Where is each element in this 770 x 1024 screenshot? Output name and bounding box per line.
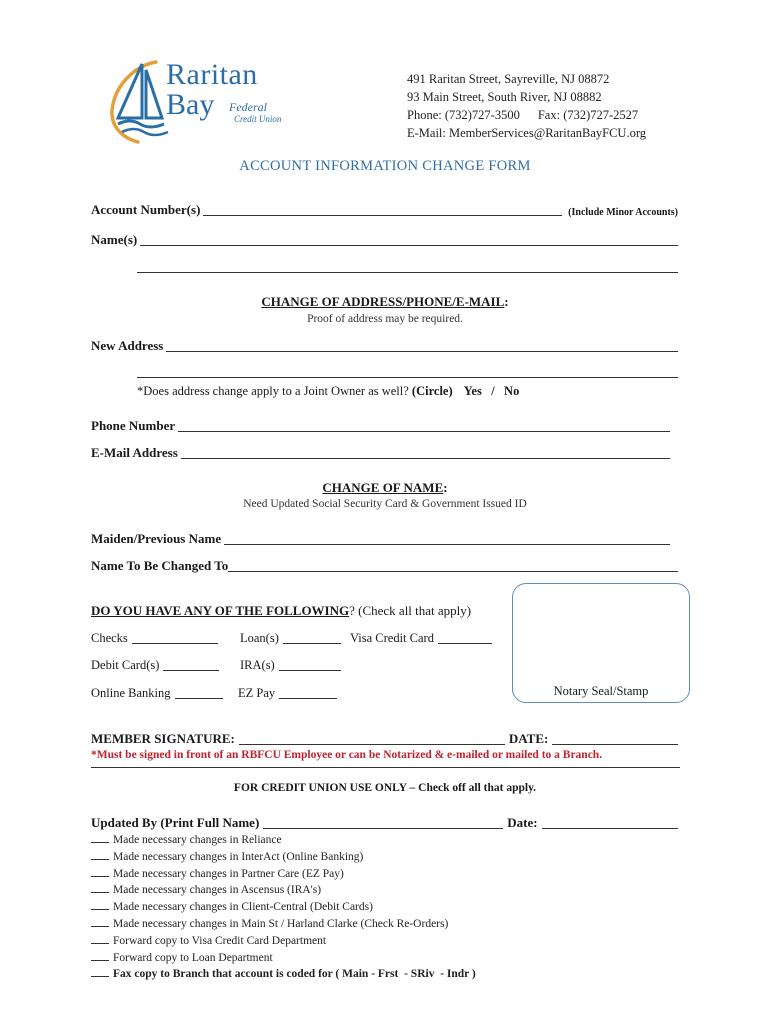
- task-blank[interactable]: [91, 882, 109, 893]
- new-address-field-2[interactable]: [137, 365, 678, 380]
- name-heading-colon: :: [443, 480, 448, 495]
- names-label: Name(s): [91, 232, 138, 247]
- ezpay-line[interactable]: [279, 686, 337, 699]
- raritan-bay-logo: [104, 56, 304, 146]
- signature-date-label: DATE:: [508, 731, 549, 746]
- updated-date-line[interactable]: [542, 816, 678, 829]
- logo-word-raritan: Raritan: [166, 58, 258, 91]
- signature-date-line[interactable]: [552, 732, 678, 745]
- debit-label: Debit Card(s): [91, 658, 160, 672]
- new-address-label: New Address: [91, 338, 164, 353]
- maiden-name-line[interactable]: [224, 532, 670, 545]
- task-label: Made necessary changes in Reliance: [113, 834, 282, 846]
- online-banking-label: Online Banking: [91, 686, 171, 700]
- task-item[interactable]: [91, 849, 476, 866]
- minor-accounts-note: (Include Minor Accounts): [568, 207, 678, 218]
- updated-by-field[interactable]: [91, 815, 678, 831]
- notary-label: Notary Seal/Stamp: [553, 684, 649, 698]
- circle-instruction: (Circle): [411, 384, 453, 398]
- task-item[interactable]: [91, 832, 476, 849]
- ira-line[interactable]: [279, 658, 341, 671]
- debit-line[interactable]: [163, 658, 219, 671]
- address-heading-text: CHANGE OF ADDRESS/PHONE/E-MAIL: [261, 294, 505, 309]
- task-label: Made necessary changes in Partner Care (EZ Pay): [113, 867, 344, 880]
- new-address-line-1[interactable]: [166, 339, 678, 352]
- task-item[interactable]: [91, 866, 476, 883]
- debit-option[interactable]: [91, 658, 219, 673]
- task-item[interactable]: [91, 950, 476, 967]
- credit-union-use-heading: FOR CREDIT UNION USE ONLY – Check off all that apply.: [233, 782, 537, 794]
- contact-block: [407, 70, 646, 142]
- new-name-line[interactable]: [228, 559, 678, 572]
- services-instruction: ? (Check all that apply): [349, 603, 472, 618]
- member-signature-field[interactable]: [91, 731, 678, 747]
- signature-label: MEMBER SIGNATURE:: [91, 731, 235, 746]
- new-address-line-2[interactable]: [137, 365, 678, 378]
- signature-line[interactable]: [239, 732, 505, 745]
- logo-word-bay: Bay: [166, 88, 215, 121]
- task-blank[interactable]: [91, 916, 109, 927]
- address-line-1: 491 Raritan Street, Sayreville, NJ 08872: [407, 72, 610, 86]
- loans-line[interactable]: [283, 631, 341, 644]
- address-line-2: 93 Main Street, South River, NJ 08882: [407, 90, 602, 104]
- ezpay-option[interactable]: [238, 686, 337, 701]
- online-banking-line[interactable]: [175, 686, 223, 699]
- email-address-field[interactable]: [91, 445, 670, 461]
- task-item-fax[interactable]: [91, 966, 476, 983]
- task-label: Forward copy to Visa Credit Card Department: [113, 934, 327, 947]
- services-question: [91, 603, 471, 619]
- task-blank[interactable]: [91, 966, 109, 977]
- divider: [91, 767, 680, 768]
- email-address-label: E-Mail Address: [91, 445, 178, 460]
- new-name-label: Name To Be Changed To: [91, 558, 229, 573]
- task-item[interactable]: [91, 933, 476, 950]
- visa-label: Visa Credit Card: [350, 631, 434, 645]
- updated-by-line[interactable]: [263, 816, 503, 829]
- checks-option[interactable]: [91, 631, 218, 646]
- ira-option[interactable]: [240, 658, 341, 673]
- loans-option[interactable]: [240, 631, 341, 646]
- sailboat-icon: [104, 56, 174, 146]
- task-blank[interactable]: [91, 849, 109, 860]
- task-blank[interactable]: [91, 832, 109, 843]
- phone-text: Phone: (732)727-3500: [407, 108, 520, 122]
- checks-line[interactable]: [132, 631, 218, 644]
- new-name-field[interactable]: [91, 558, 678, 574]
- task-blank[interactable]: [91, 933, 109, 944]
- account-number-line[interactable]: [203, 203, 562, 216]
- task-label: Made necessary changes in Ascensus (IRA's): [113, 884, 322, 897]
- task-blank[interactable]: [91, 899, 109, 910]
- updated-date-label: Date:: [507, 815, 538, 830]
- new-address-field[interactable]: [91, 338, 678, 354]
- task-label: Made necessary changes in Main St / Harland Clarke (Check Re-Orders): [113, 917, 449, 930]
- names-line-2[interactable]: [137, 260, 678, 273]
- task-label: Fax copy to Branch that account is coded for ( Main - Frst - SRiv - Indr ): [113, 968, 476, 981]
- online-banking-option[interactable]: [91, 686, 223, 701]
- task-label: Made necessary changes in Client-Central (Debit Cards): [113, 901, 373, 914]
- ira-label: IRA(s): [240, 658, 275, 672]
- account-number-field[interactable]: [91, 202, 678, 218]
- services-heading: DO YOU HAVE ANY OF THE FOLLOWING: [91, 603, 350, 618]
- name-section-sub: Need Updated Social Security Card & Government Issued ID: [243, 498, 527, 510]
- logo-word-federal: Federal: [229, 100, 267, 114]
- address-section-sub: Proof of address may be required.: [307, 313, 463, 325]
- phone-number-label: Phone Number: [91, 418, 176, 433]
- checks-label: Checks: [91, 631, 128, 645]
- fax-text: Fax: (732)727-2527: [537, 108, 639, 122]
- maiden-name-field[interactable]: [91, 531, 670, 547]
- task-blank[interactable]: [91, 866, 109, 877]
- phone-number-field[interactable]: [91, 418, 670, 434]
- logo-word-credit-union: Credit Union: [234, 114, 282, 124]
- task-item[interactable]: [91, 916, 476, 933]
- names-field[interactable]: [91, 232, 678, 248]
- name-heading-text: CHANGE OF NAME: [322, 480, 444, 495]
- updated-by-label: Updated By (Print Full Name): [91, 815, 260, 830]
- notary-seal-box: [512, 583, 690, 703]
- joint-question-text: *Does address change apply to a Joint Owner as well?: [137, 384, 409, 398]
- task-checklist: [91, 832, 476, 983]
- address-heading-colon: :: [504, 294, 509, 309]
- account-number-label: Account Number(s): [91, 202, 201, 217]
- name-section-heading: [0, 480, 770, 496]
- visa-line[interactable]: [438, 631, 492, 644]
- joint-owner-question: [137, 384, 519, 399]
- email-line: E-Mail: MemberServices@RaritanBayFCU.org: [407, 126, 647, 140]
- phone-number-line[interactable]: [178, 419, 670, 432]
- task-blank[interactable]: [91, 950, 109, 961]
- ezpay-label: EZ Pay: [238, 686, 276, 700]
- email-address-line[interactable]: [181, 446, 670, 459]
- task-label: Made necessary changes in InterAct (Online Banking): [113, 850, 364, 863]
- phone-fax-line: [407, 106, 646, 124]
- loans-label: Loan(s): [240, 631, 279, 645]
- yes-no-choice[interactable]: Yes / No: [463, 384, 520, 398]
- form-title: ACCOUNT INFORMATION CHANGE FORM: [239, 158, 531, 174]
- visa-option[interactable]: [350, 631, 492, 646]
- task-item[interactable]: [91, 899, 476, 916]
- task-item[interactable]: [91, 882, 476, 899]
- signature-warning: *Must be signed in front of an RBFCU Employee or can be Notarized & e-mailed or mailed to a Branch.: [91, 749, 603, 761]
- maiden-name-label: Maiden/Previous Name: [91, 531, 222, 546]
- names-line-1[interactable]: [140, 233, 678, 246]
- address-section-heading: [0, 294, 770, 310]
- names-field-2[interactable]: [137, 260, 678, 275]
- task-label: Forward copy to Loan Department: [113, 951, 273, 964]
